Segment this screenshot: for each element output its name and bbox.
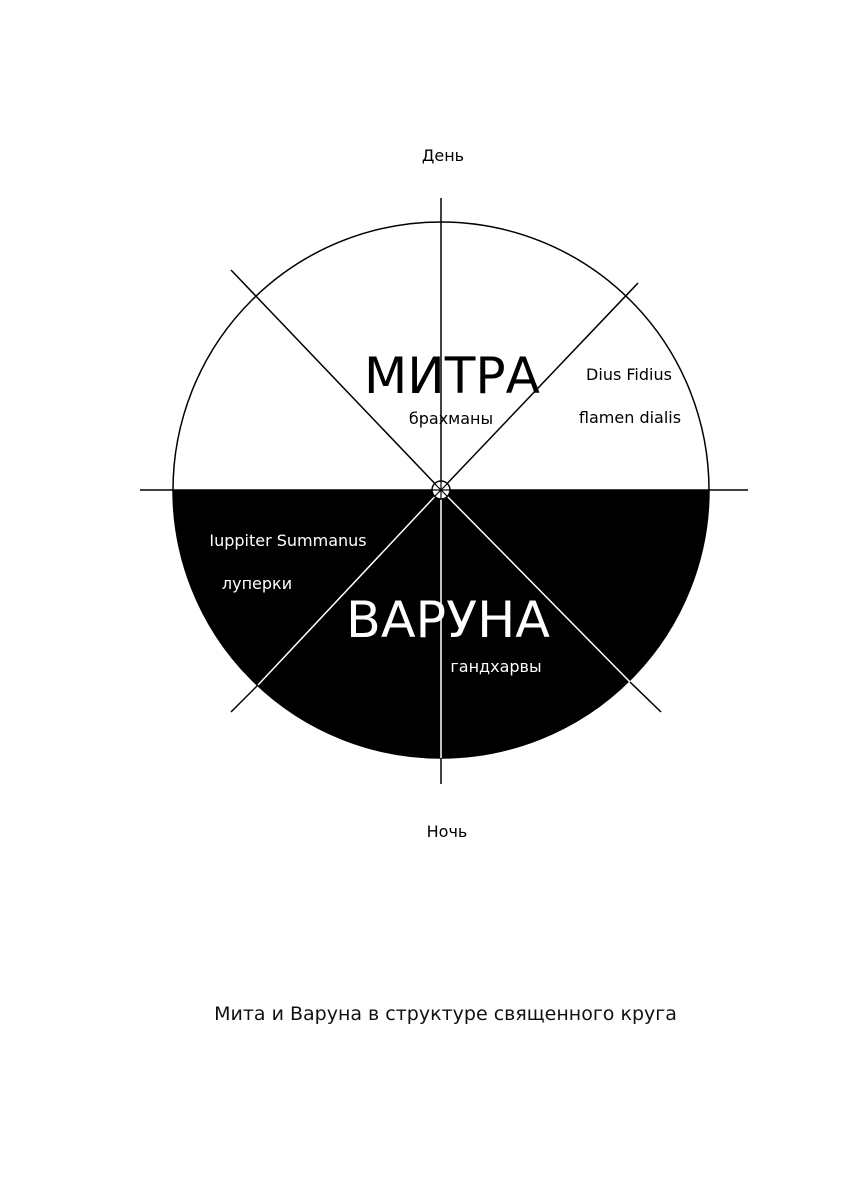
- diagonal-se-outer: [630, 682, 661, 712]
- label-night: Ночь: [426, 822, 468, 841]
- label-gandharvas: гандхарвы: [450, 657, 542, 676]
- label-day: День: [421, 146, 465, 165]
- center-wheel: [432, 481, 450, 499]
- diagonal-sw-outer: [231, 685, 258, 712]
- label-flamen-dialis: flamen dialis: [578, 408, 682, 427]
- label-brahmans: брахманы: [408, 409, 494, 428]
- label-varuna: ВАРУНА: [346, 591, 550, 649]
- label-iuppiter-summanus: Iuppiter Summanus: [209, 531, 367, 550]
- label-luperki: луперки: [221, 574, 293, 593]
- label-mitra: МИТРА: [364, 347, 540, 405]
- diagram-caption: Мита и Варуна в структуре священного круга: [214, 1003, 677, 1025]
- label-dius-fidius: Dius Fidius: [586, 365, 672, 384]
